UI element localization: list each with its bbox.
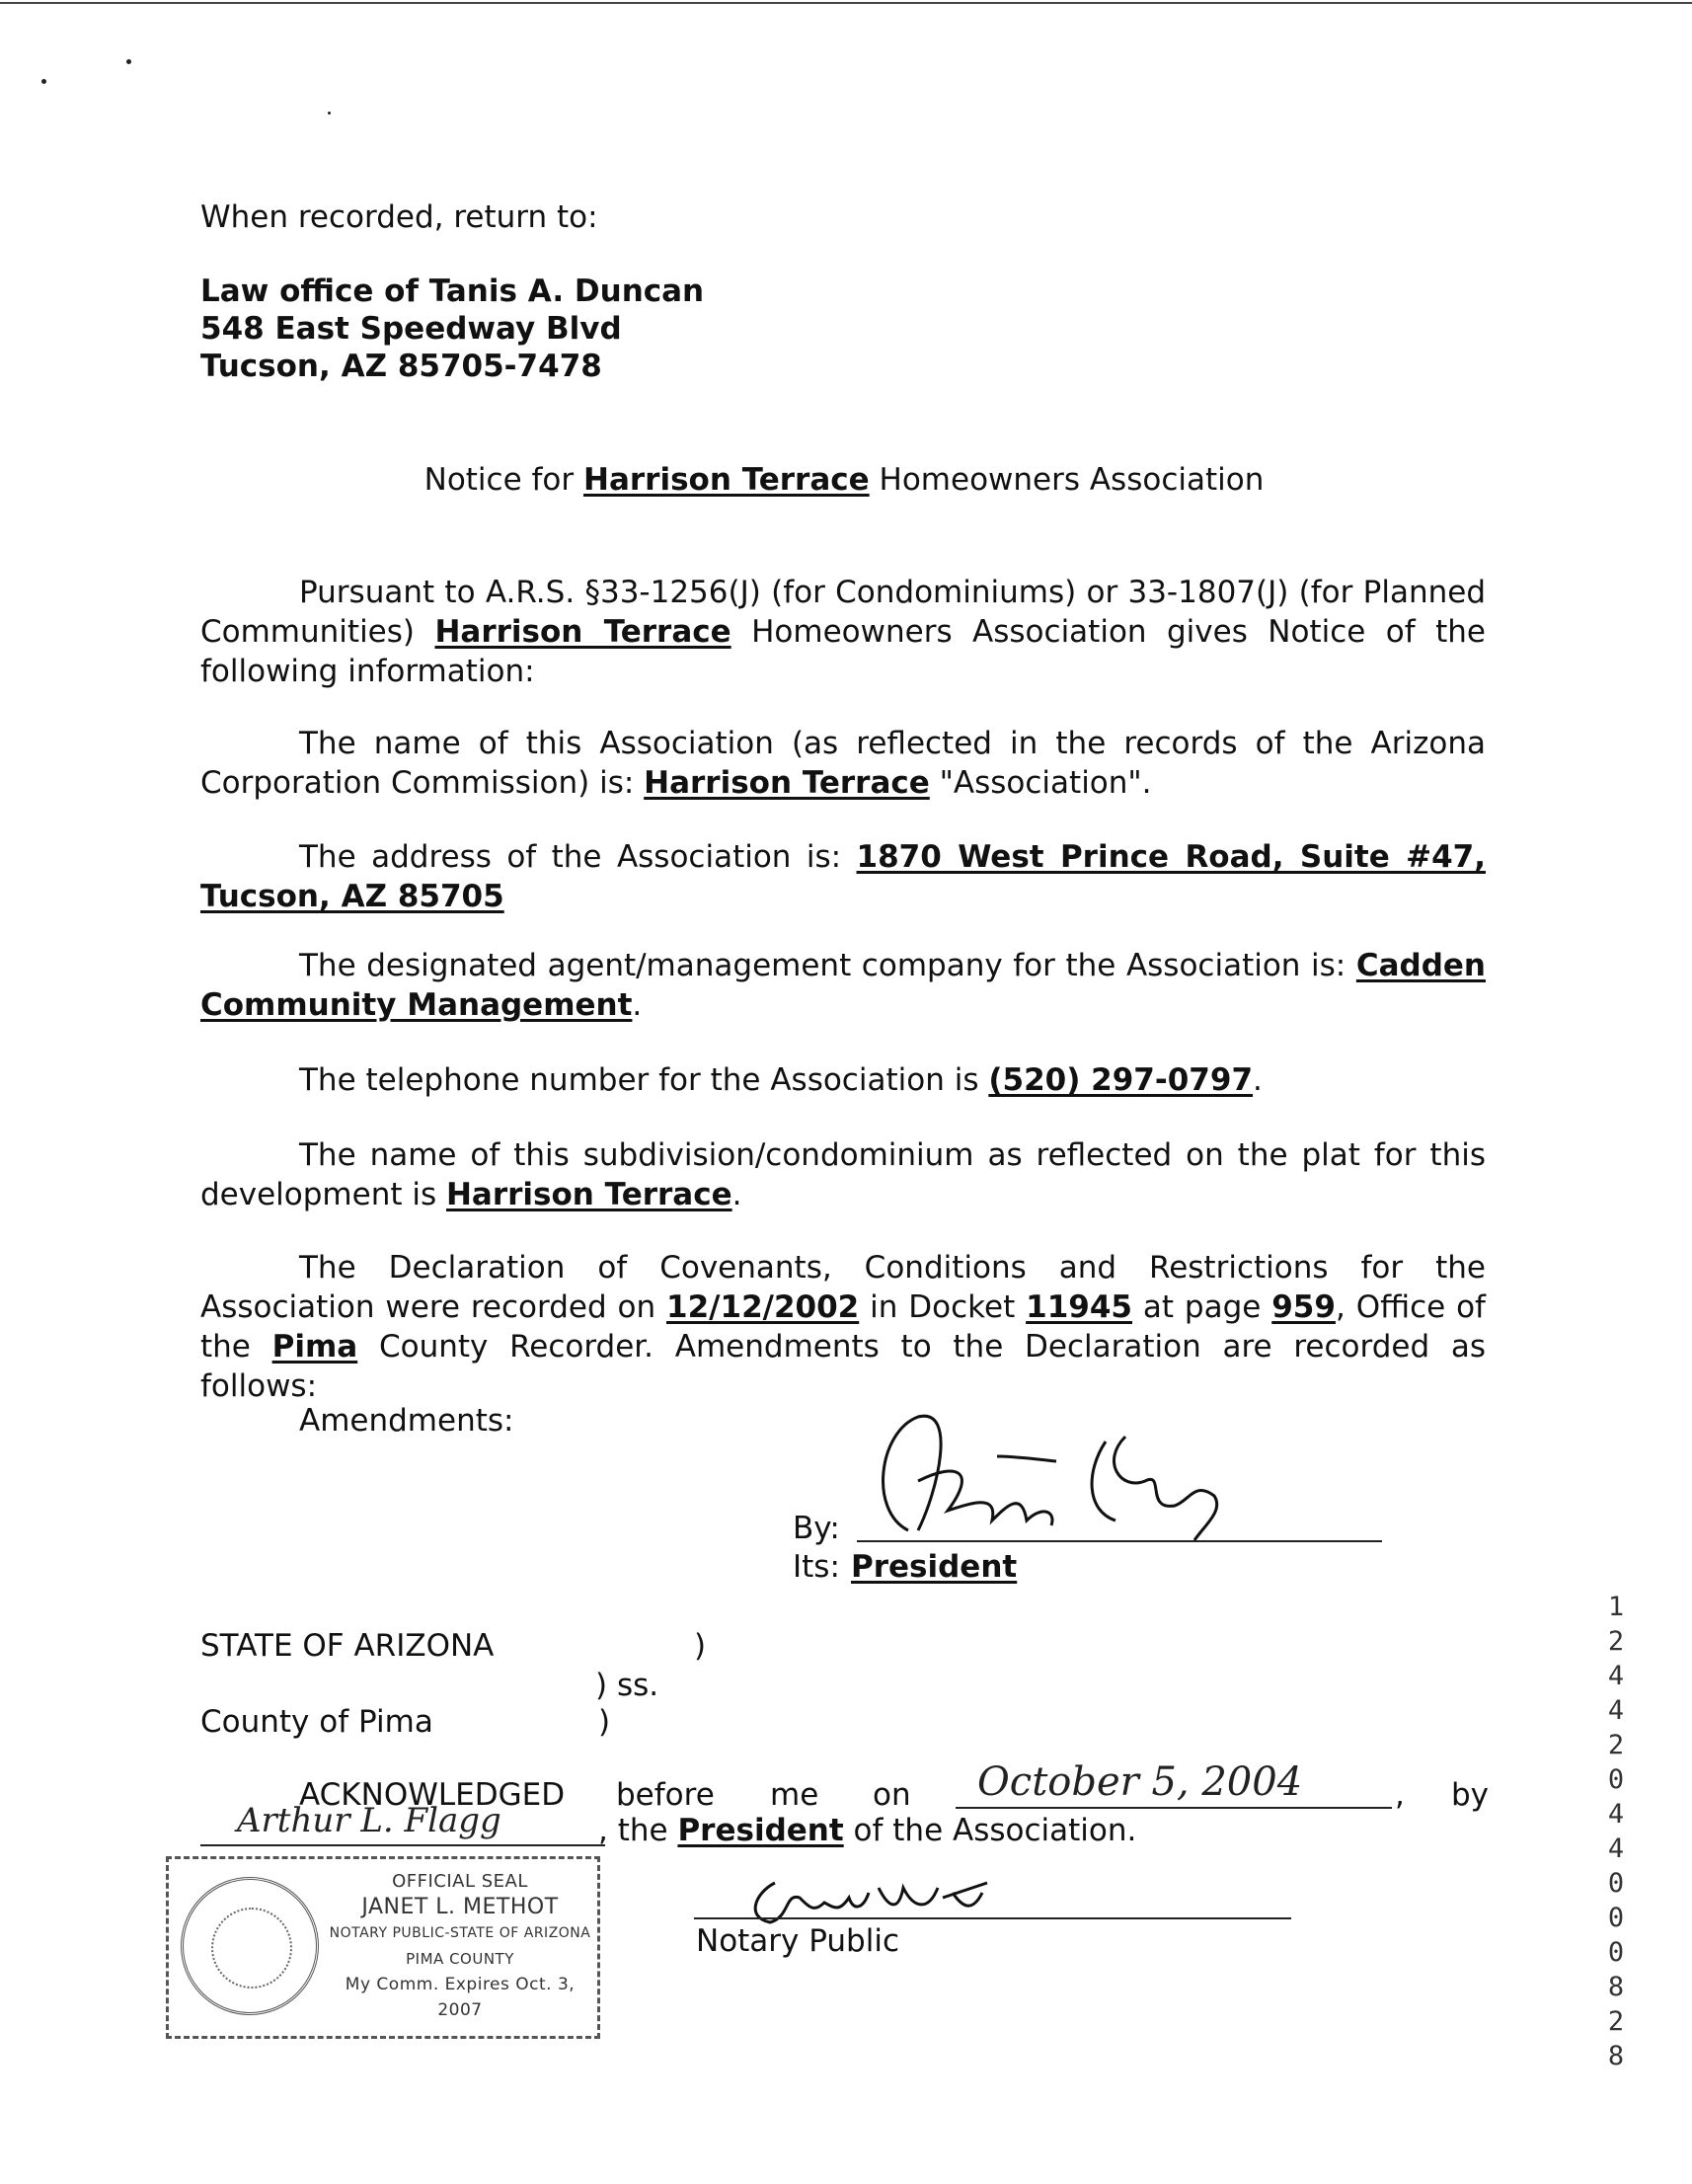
seal-line-3: NOTARY PUBLIC-STATE OF ARIZONA xyxy=(329,1925,591,1941)
office-street: 548 East Speedway Blvd xyxy=(200,311,622,347)
p3-text-a: The address of the Association is: xyxy=(299,839,842,875)
ack-comma: , xyxy=(1395,1777,1405,1813)
ack-me: me xyxy=(770,1777,819,1813)
county-name: Pima xyxy=(271,1329,358,1365)
paragraph-address xyxy=(200,837,1486,916)
office-city: Tucson, AZ 85705-7478 xyxy=(200,349,602,384)
office-name: Law office of Tanis A. Duncan xyxy=(200,273,705,309)
signature-line xyxy=(857,1540,1382,1542)
p2-text-a: The name of this Association (as reflected in the records of the Arizona Corporation Commission) is: xyxy=(200,726,1486,801)
p7-text-e: County Recorder. Amendments to the Declaration are recorded as follows: xyxy=(200,1329,1487,1404)
state-seal-icon xyxy=(181,1877,319,2015)
venue-paren-3: ) xyxy=(598,1704,611,1740)
association-phone: (520) 297-0797 xyxy=(988,1062,1254,1098)
its-label: Its: xyxy=(793,1549,840,1585)
ack-date-line xyxy=(956,1807,1392,1809)
ack-word: ACKNOWLEDGED xyxy=(299,1777,566,1813)
paragraph-declaration xyxy=(200,1248,1486,1406)
venue-ss: ) ss. xyxy=(595,1668,659,1703)
declaration-date: 12/12/2002 xyxy=(666,1289,860,1325)
seal-line-4: PIMA COUNTY xyxy=(406,1950,514,1968)
p6-text-a: The name of this subdivision/condominium as reflected on the plat for this development is xyxy=(200,1137,1486,1212)
docket-number: 11945 xyxy=(1026,1289,1132,1325)
notary-label: Notary Public xyxy=(696,1923,899,1959)
venue-state: STATE OF ARIZONA xyxy=(200,1628,495,1664)
ack-role: President xyxy=(677,1813,844,1848)
seal-emblem xyxy=(211,1908,292,1989)
ack-by: by xyxy=(1451,1777,1490,1813)
president-signature xyxy=(849,1402,1273,1560)
page-title xyxy=(197,460,1491,500)
p7-text-c: at page xyxy=(1142,1289,1262,1325)
p6-subdivision-name: Harrison Terrace xyxy=(445,1177,732,1212)
p2-association-name: Harrison Terrace xyxy=(644,765,930,801)
seal-line-2: JANET L. METHOT xyxy=(361,1895,559,1919)
seal-text xyxy=(327,1869,593,2023)
ack-name-line xyxy=(200,1844,605,1846)
speck xyxy=(41,79,46,84)
paragraph-subdivision xyxy=(200,1135,1486,1214)
seal-line-1: OFFICIAL SEAL xyxy=(392,1871,528,1892)
p2-text-b: "Association". xyxy=(939,765,1152,801)
recording-number: 12442 0440 00828 xyxy=(1607,1592,1625,2071)
p1-text-a: Pursuant to A.R.S. §33-1256(J) (for Condominiums) or 33-1807(J) (for Planned Communities) xyxy=(200,575,1486,650)
amendments-label: Amendments: xyxy=(299,1403,514,1439)
p1-association-name: Harrison Terrace xyxy=(434,614,731,650)
return-label: When recorded, return to: xyxy=(200,199,598,235)
ack-on: on xyxy=(873,1777,911,1813)
association-address: 1870 West Prince Road, Suite #47, Tucson, AZ 85705 xyxy=(200,839,1486,914)
top-edge-line xyxy=(0,2,1692,4)
title-prefix: Notice for xyxy=(423,462,575,498)
title-suffix: Homeowners Association xyxy=(879,462,1265,498)
seal-line-5: My Comm. Expires Oct. 3, 2007 xyxy=(345,1975,576,2020)
paragraph-association-name xyxy=(200,724,1486,803)
page-number: 959 xyxy=(1271,1289,1336,1325)
title-association: Harrison Terrace xyxy=(583,462,870,498)
paragraph-agent xyxy=(200,946,1486,1025)
p5-text-a: The telephone number for the Association is xyxy=(299,1062,979,1098)
ack-the: , the xyxy=(598,1813,668,1848)
venue-paren-1: ) xyxy=(694,1628,707,1664)
paragraph-pursuant xyxy=(200,573,1486,691)
p6-period: . xyxy=(731,1177,742,1212)
p7-text-d: , Office of the xyxy=(200,1289,1486,1365)
by-label: By: xyxy=(793,1511,840,1546)
management-company: Cadden Community Management xyxy=(200,948,1486,1023)
p7-text-b: in Docket xyxy=(870,1289,1016,1325)
p4-period: . xyxy=(632,987,643,1023)
p5-period: . xyxy=(1253,1062,1263,1098)
ack-name-handwritten: Arthur L. Flagg xyxy=(237,1801,501,1840)
its-title: President xyxy=(851,1549,1018,1585)
p7-text-a: The Declaration of Covenants, Conditions and Restrictions for the Association were recorded on xyxy=(200,1250,1486,1325)
ack-of-assoc: of the Association. xyxy=(853,1813,1137,1848)
speck xyxy=(328,112,331,115)
venue-county: County of Pima xyxy=(200,1704,433,1740)
paragraph-telephone xyxy=(299,1060,1486,1100)
speck xyxy=(126,59,131,64)
notary-seal xyxy=(166,1856,600,2039)
p1-text-b: Homeowners Association gives Notice of the following information: xyxy=(200,614,1486,689)
ack-date-handwritten: October 5, 2004 xyxy=(977,1759,1303,1805)
notary-signature-line xyxy=(694,1917,1291,1919)
p4-text-a: The designated agent/management company for the Association is: xyxy=(299,948,1346,983)
ack-role-line xyxy=(598,1811,1136,1850)
ack-before: before xyxy=(616,1777,715,1813)
